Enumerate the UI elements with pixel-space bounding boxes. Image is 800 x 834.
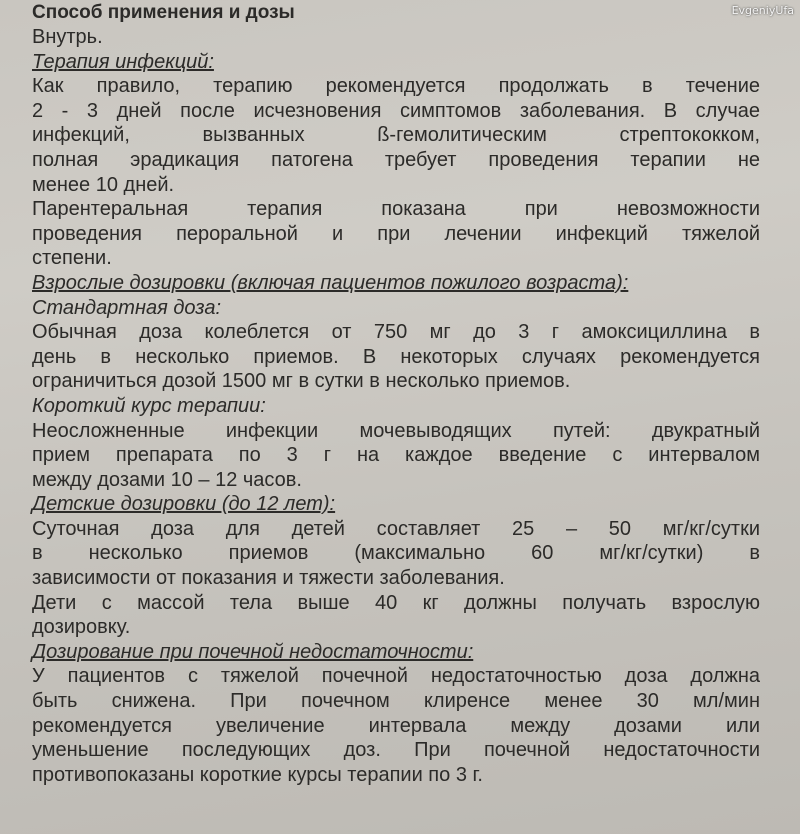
text-line: день в несколько приемов. В некоторых случаях рекомендуется <box>32 345 760 368</box>
text-line: Суточная доза для детей составляет 25 – 50 мг/кг/сутки <box>32 517 760 540</box>
text-line: ограничиться дозой 1500 мг в сутки в несколько приемов. <box>32 370 571 393</box>
text-line: уменьшение последующих доз. При почечной недостаточности <box>32 739 760 762</box>
text-line: в несколько приемов (максимально 60 мг/кг/сутки) в <box>32 542 760 565</box>
watermark: EvgeniyUfa <box>731 4 794 17</box>
text-line: Дети с массой тела выше 40 кг должны получать взрослую <box>32 591 760 614</box>
text-line: инфекций, вызванных ß-гемолитическим стрептококком, <box>32 124 760 147</box>
renal-dosage-subheading: Дозирование при почечной недостаточности: <box>32 640 474 663</box>
text-line: Парентеральная терапия показана при невозможности <box>32 198 760 221</box>
adult-dosage-subheading: Взрослые дозировки (включая пациентов пожилого возраста): <box>32 271 629 294</box>
text-line: прием препарата по 3 г на каждое введение с интервалом <box>32 444 760 467</box>
text-line: степени. <box>32 247 112 270</box>
standard-dose-subheading: Стандартная доза: <box>32 296 222 319</box>
text-line: Неосложненные инфекции мочевыводящих путей: двукратный <box>32 419 760 442</box>
route-text: Внутрь. <box>32 26 103 48</box>
text-line: 2 - 3 дней после исчезновения симптомов заболевания. В случае <box>32 99 760 122</box>
text-line: противопоказаны короткие курсы терапии по 3 г. <box>32 763 483 786</box>
section-heading: Способ применения и дозы <box>32 2 295 23</box>
short-course-subheading: Короткий курс терапии: <box>32 394 266 417</box>
infection-subheading: Терапия инфекций: <box>32 50 214 73</box>
text-line: У пациентов с тяжелой почечной недостаточностью доза должна <box>32 665 760 688</box>
child-dosage-subheading: Детские дозировки (до 12 лет): <box>32 493 336 516</box>
text-line: между дозами 10 – 12 часов. <box>32 468 302 491</box>
text-line: полная эрадикация патогена требует проведения терапии не <box>32 148 760 171</box>
text-line: Обычная доза колеблется от 750 мг до 3 г амоксициллина в <box>32 321 760 344</box>
text-line: зависимости от показания и тяжести заболевания. <box>32 567 505 590</box>
text-line: Как правило, терапию рекомендуется продолжать в течение <box>32 75 760 98</box>
text-line: менее 10 дней. <box>32 173 175 196</box>
text-line: быть снижена. При почечном клиренсе менее 30 мл/мин <box>32 690 760 713</box>
text-line: дозировку. <box>32 616 131 639</box>
text-line: рекомендуется увеличение интервала между дозами или <box>32 714 760 737</box>
text-line: проведения пероральной и при лечении инфекций тяжелой <box>32 222 760 245</box>
